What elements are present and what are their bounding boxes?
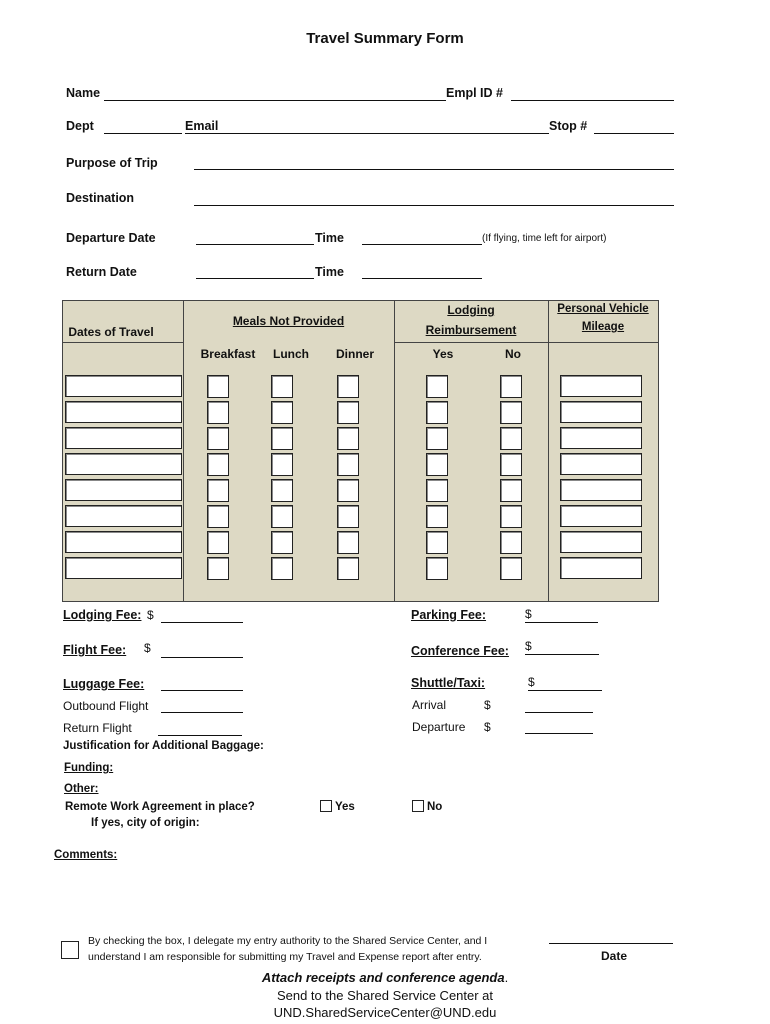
- departure-time-field[interactable]: [362, 244, 482, 245]
- lodging-no-checkbox[interactable]: [500, 453, 522, 476]
- table-divider: [394, 301, 395, 601]
- dept-label: Dept: [66, 119, 94, 133]
- dollar-sign: $: [484, 720, 491, 734]
- flight-fee-label: Flight Fee:: [63, 643, 127, 657]
- lodging-header-line2: Reimbursement: [425, 323, 517, 337]
- dates-of-travel-header: Dates of Travel: [68, 325, 154, 339]
- parking-fee-label: Parking Fee:: [411, 608, 487, 622]
- return-date-field[interactable]: [196, 278, 314, 279]
- return-flight-label: Return Flight: [63, 721, 132, 735]
- lodging-fee-label: Lodging Fee:: [63, 608, 142, 622]
- lodging-yes-checkbox[interactable]: [426, 375, 448, 398]
- name-field[interactable]: [104, 100, 446, 101]
- return-time-label: Time: [315, 265, 344, 279]
- breakfast-checkbox[interactable]: [207, 531, 229, 554]
- return-date-label: Return Date: [66, 265, 137, 279]
- shuttle-taxi-label: Shuttle/Taxi:: [411, 676, 486, 690]
- dinner-header: Dinner: [335, 347, 374, 361]
- lodging-no-checkbox[interactable]: [500, 557, 522, 580]
- lodging-yes-checkbox[interactable]: [426, 427, 448, 450]
- dollar-sign: $: [484, 698, 491, 712]
- lunch-checkbox[interactable]: [271, 453, 293, 476]
- lodging-no-checkbox[interactable]: [500, 479, 522, 502]
- breakfast-checkbox[interactable]: [207, 479, 229, 502]
- outbound-flight-label: Outbound Flight: [63, 699, 149, 713]
- remote-no-label: No: [427, 801, 443, 813]
- return-flight-field[interactable]: [158, 735, 242, 736]
- departure-date-field[interactable]: [196, 244, 314, 245]
- shuttle-taxi-field[interactable]: [528, 690, 602, 691]
- dinner-checkbox[interactable]: [337, 453, 359, 476]
- lodging-fee-field[interactable]: [161, 622, 243, 623]
- dinner-checkbox[interactable]: [337, 505, 359, 528]
- breakfast-checkbox[interactable]: [207, 505, 229, 528]
- travel-date-input[interactable]: [65, 375, 182, 397]
- travel-date-input[interactable]: [65, 453, 182, 475]
- remote-no-checkbox[interactable]: [412, 800, 424, 812]
- lunch-checkbox[interactable]: [271, 479, 293, 502]
- mileage-input[interactable]: [560, 427, 642, 449]
- lodging-yes-checkbox[interactable]: [426, 401, 448, 424]
- lunch-checkbox[interactable]: [271, 505, 293, 528]
- vehicle-header-line1: Personal Vehicle: [557, 303, 649, 315]
- breakfast-checkbox[interactable]: [207, 557, 229, 580]
- lunch-checkbox[interactable]: [271, 557, 293, 580]
- lodging-yes-checkbox[interactable]: [426, 453, 448, 476]
- table-divider: [183, 301, 184, 601]
- departure-field[interactable]: [525, 733, 593, 734]
- justification-label: Justification for Additional Baggage:: [63, 740, 264, 752]
- destination-field[interactable]: [194, 205, 674, 206]
- stop-field[interactable]: [594, 133, 674, 134]
- departure-time-label: Time: [315, 231, 344, 245]
- table-divider: [548, 301, 549, 601]
- luggage-fee-field[interactable]: [161, 690, 243, 691]
- arrival-field[interactable]: [525, 712, 593, 713]
- lunch-checkbox[interactable]: [271, 401, 293, 424]
- conference-fee-field[interactable]: [525, 654, 599, 655]
- ssc-email: UND.SharedServiceCenter@UND.edu: [273, 1005, 497, 1020]
- departure-date-label: Departure Date: [66, 231, 156, 245]
- arrival-label: Arrival: [412, 698, 447, 712]
- empl-id-label: Empl ID #: [446, 86, 503, 100]
- dinner-checkbox[interactable]: [337, 401, 359, 424]
- dinner-checkbox[interactable]: [337, 427, 359, 450]
- outbound-flight-field[interactable]: [161, 712, 243, 713]
- stop-label: Stop #: [549, 119, 588, 133]
- travel-date-input[interactable]: [65, 479, 182, 501]
- dollar-sign: $: [144, 641, 151, 655]
- lodging-yes-checkbox[interactable]: [426, 531, 448, 554]
- dollar-sign: $: [525, 639, 532, 653]
- delegation-text-line1: By checking the box, I delegate my entry authority to the Shared Service Center, and I: [88, 935, 488, 947]
- email-field[interactable]: [185, 133, 549, 134]
- travel-date-input[interactable]: [65, 557, 182, 579]
- dollar-sign: $: [528, 675, 535, 689]
- dinner-checkbox[interactable]: [337, 479, 359, 502]
- dollar-sign: $: [147, 608, 154, 622]
- lodging-yes-checkbox[interactable]: [426, 505, 448, 528]
- destination-label: Destination: [66, 191, 135, 205]
- lodging-yes-checkbox[interactable]: [426, 479, 448, 502]
- lodging-no-checkbox[interactable]: [500, 401, 522, 424]
- form-title: Travel Summary Form: [306, 30, 464, 47]
- date-field[interactable]: [549, 943, 673, 944]
- breakfast-header: Breakfast: [200, 347, 256, 361]
- travel-table: [62, 300, 659, 602]
- lodging-yes-checkbox[interactable]: [426, 557, 448, 580]
- departure-label: Departure: [412, 720, 466, 734]
- mileage-input[interactable]: [560, 479, 642, 501]
- empl-id-field[interactable]: [511, 100, 674, 101]
- lodging-yes-header: Yes: [432, 347, 454, 361]
- breakfast-checkbox[interactable]: [207, 453, 229, 476]
- attach-line: [0, 970, 770, 985]
- breakfast-checkbox[interactable]: [207, 375, 229, 398]
- mileage-input[interactable]: [560, 401, 642, 423]
- mileage-input[interactable]: [560, 557, 642, 579]
- delegation-checkbox[interactable]: [61, 941, 79, 959]
- attach-text: Attach receipts and conference agenda: [261, 970, 505, 985]
- travel-date-input[interactable]: [65, 531, 182, 553]
- attach-period: .: [504, 970, 509, 985]
- meals-header: Meals Not Provided: [232, 314, 345, 328]
- flight-fee-field[interactable]: [161, 657, 243, 658]
- city-of-origin-label: If yes, city of origin:: [91, 817, 200, 829]
- table-divider: [63, 342, 183, 343]
- dinner-checkbox[interactable]: [337, 531, 359, 554]
- remote-yes-label: Yes: [335, 801, 355, 813]
- comments-label: Comments:: [54, 849, 118, 861]
- flying-note: (If flying, time left for airport): [482, 233, 607, 244]
- dollar-sign: $: [525, 607, 532, 621]
- lodging-no-header: No: [505, 347, 521, 361]
- lunch-checkbox[interactable]: [271, 375, 293, 398]
- lunch-checkbox[interactable]: [271, 427, 293, 450]
- remote-yes-checkbox[interactable]: [320, 800, 332, 812]
- date-label: Date: [601, 949, 628, 963]
- lodging-no-checkbox[interactable]: [500, 531, 522, 554]
- breakfast-checkbox[interactable]: [207, 401, 229, 424]
- email-label: Email: [185, 119, 219, 133]
- name-label: Name: [66, 86, 101, 100]
- lunch-checkbox[interactable]: [271, 531, 293, 554]
- travel-date-input[interactable]: [65, 427, 182, 449]
- luggage-fee-label: Luggage Fee:: [63, 677, 145, 691]
- purpose-label: Purpose of Trip: [66, 156, 158, 170]
- mileage-input[interactable]: [560, 453, 642, 475]
- lodging-no-checkbox[interactable]: [500, 375, 522, 398]
- dinner-checkbox[interactable]: [337, 375, 359, 398]
- vehicle-header-line2: Mileage: [581, 321, 625, 333]
- table-divider: [394, 342, 658, 343]
- mileage-input[interactable]: [560, 375, 642, 397]
- conference-fee-label: Conference Fee:: [411, 644, 509, 658]
- return-time-field[interactable]: [362, 278, 482, 279]
- dinner-checkbox[interactable]: [337, 557, 359, 580]
- mileage-input[interactable]: [560, 531, 642, 553]
- lodging-header-line1: Lodging: [447, 303, 495, 317]
- parking-fee-field[interactable]: [525, 622, 598, 623]
- funding-label: Funding:: [64, 762, 114, 774]
- mileage-input[interactable]: [560, 505, 642, 527]
- travel-date-input[interactable]: [65, 505, 182, 527]
- breakfast-checkbox[interactable]: [207, 427, 229, 450]
- send-text: Send to the Shared Service Center at: [276, 988, 494, 1003]
- delegation-text-line2: understand I am responsible for submitting my Travel and Expense report after entry.: [88, 951, 482, 963]
- dept-field[interactable]: [104, 133, 182, 134]
- lodging-no-checkbox[interactable]: [500, 505, 522, 528]
- travel-date-input[interactable]: [65, 401, 182, 423]
- lodging-no-checkbox[interactable]: [500, 427, 522, 450]
- remote-work-label: Remote Work Agreement in place?: [65, 801, 255, 813]
- lunch-header: Lunch: [273, 347, 309, 361]
- other-label: Other:: [64, 783, 99, 795]
- purpose-field[interactable]: [194, 169, 674, 170]
